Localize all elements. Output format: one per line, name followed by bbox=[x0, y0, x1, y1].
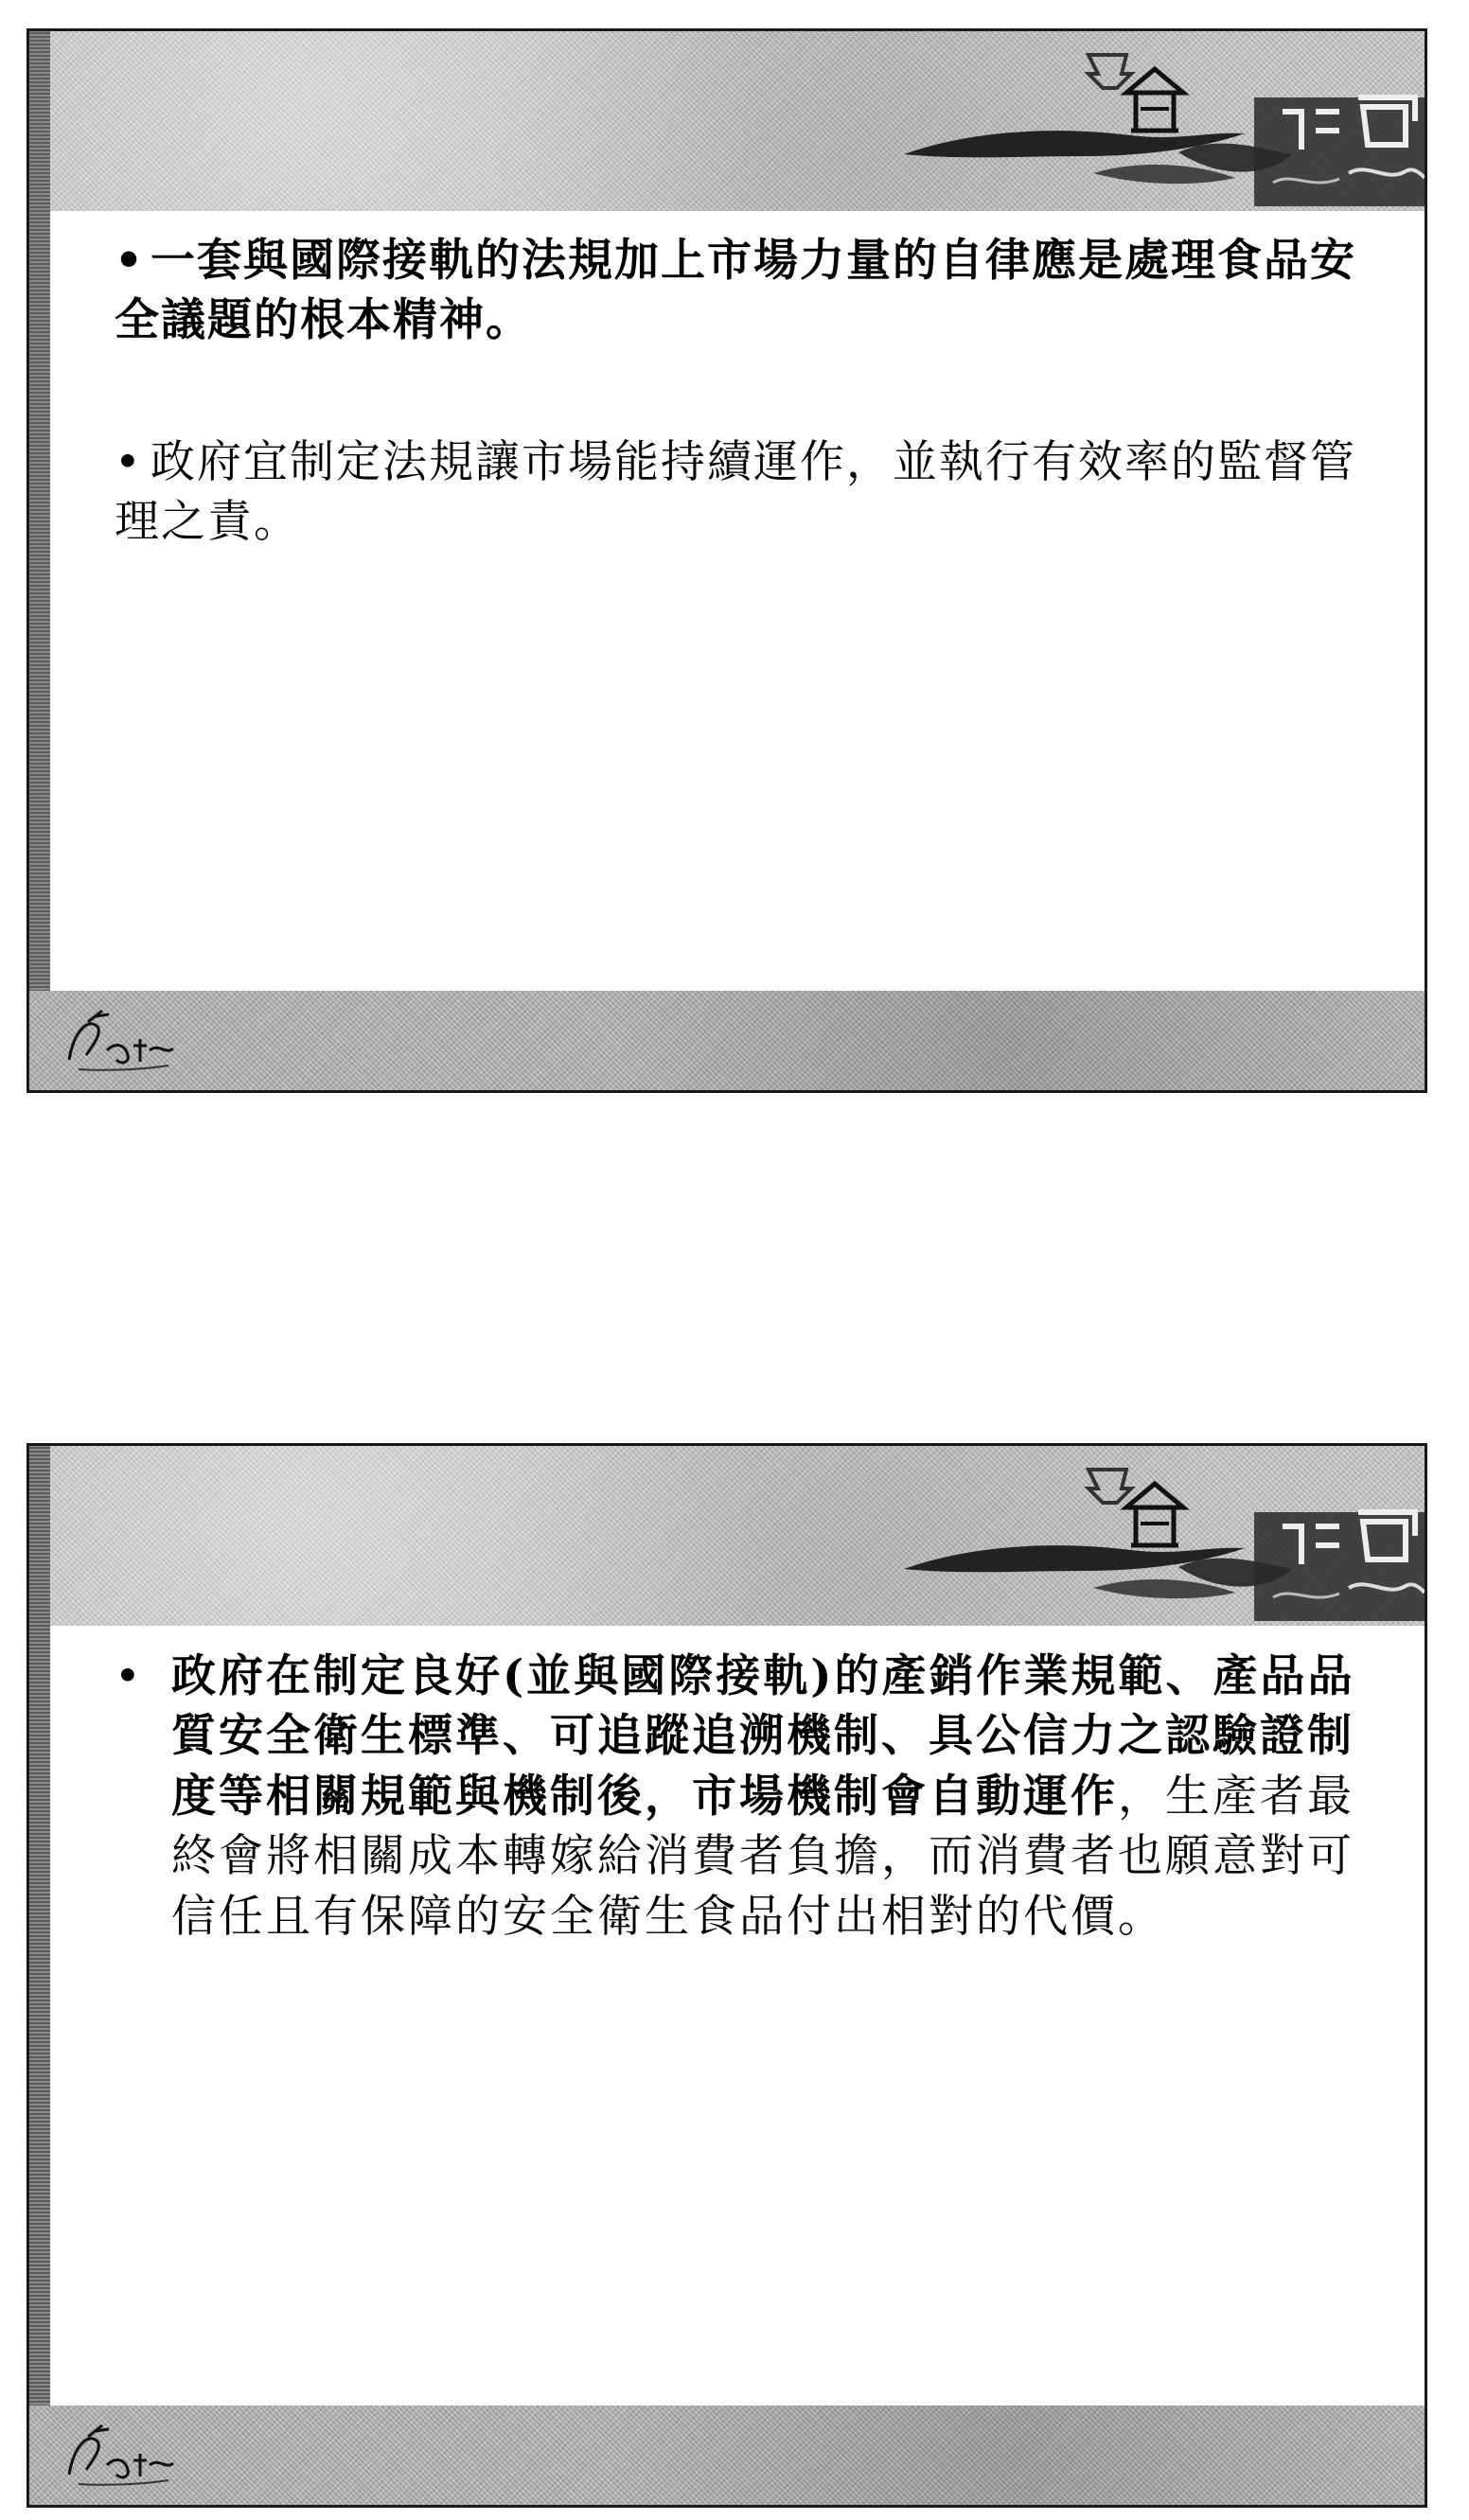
slide-footer-band bbox=[29, 991, 1425, 1090]
bullet-text: 政府宜制定法規讓市場能持續運作，並執行有效率的監督管理之責。 bbox=[115, 436, 1356, 548]
slide-left-strip bbox=[29, 31, 50, 1090]
bullet-marker: • bbox=[115, 235, 146, 287]
bullet-marker: • bbox=[115, 1650, 144, 1702]
slide-content bbox=[115, 1647, 1358, 1947]
slide-1 bbox=[27, 28, 1427, 1093]
slide-footer-band bbox=[29, 2405, 1425, 2505]
pagoda-cloud-ink-painting-icon bbox=[894, 41, 1425, 211]
bullet-item bbox=[115, 433, 1358, 552]
calligraphy-signature-icon bbox=[60, 1003, 183, 1079]
calligraphy-signature-icon bbox=[60, 2418, 183, 2494]
bullet-marker: • bbox=[115, 436, 143, 488]
bullet-item bbox=[115, 232, 1358, 350]
bullet-text-bold: 政府在制定良好(並與國際接軌)的產銷作業規範、產品品質安全衛生標準、可追蹤追溯機制、具公信力之認驗證制度等相關規範與機制後，市場機制會自動運作 bbox=[171, 1650, 1355, 1823]
bullet-item bbox=[115, 1647, 1358, 1947]
pagoda-cloud-ink-painting-icon bbox=[894, 1455, 1425, 1626]
slide-left-strip bbox=[29, 1446, 50, 2505]
bullet-text: 一套與國際接軌的法規加上市場力量的自律應是處理食品安全議題的根本精神。 bbox=[115, 235, 1356, 346]
slide-2 bbox=[27, 1443, 1427, 2508]
slide-content bbox=[115, 232, 1358, 552]
bullet-text: ，生產者最終會將相關成本轉嫁給消費者負擔，而消費者也願意對可信任且有保障的安全衛生食品付出相對的代價。 bbox=[171, 1770, 1354, 1943]
